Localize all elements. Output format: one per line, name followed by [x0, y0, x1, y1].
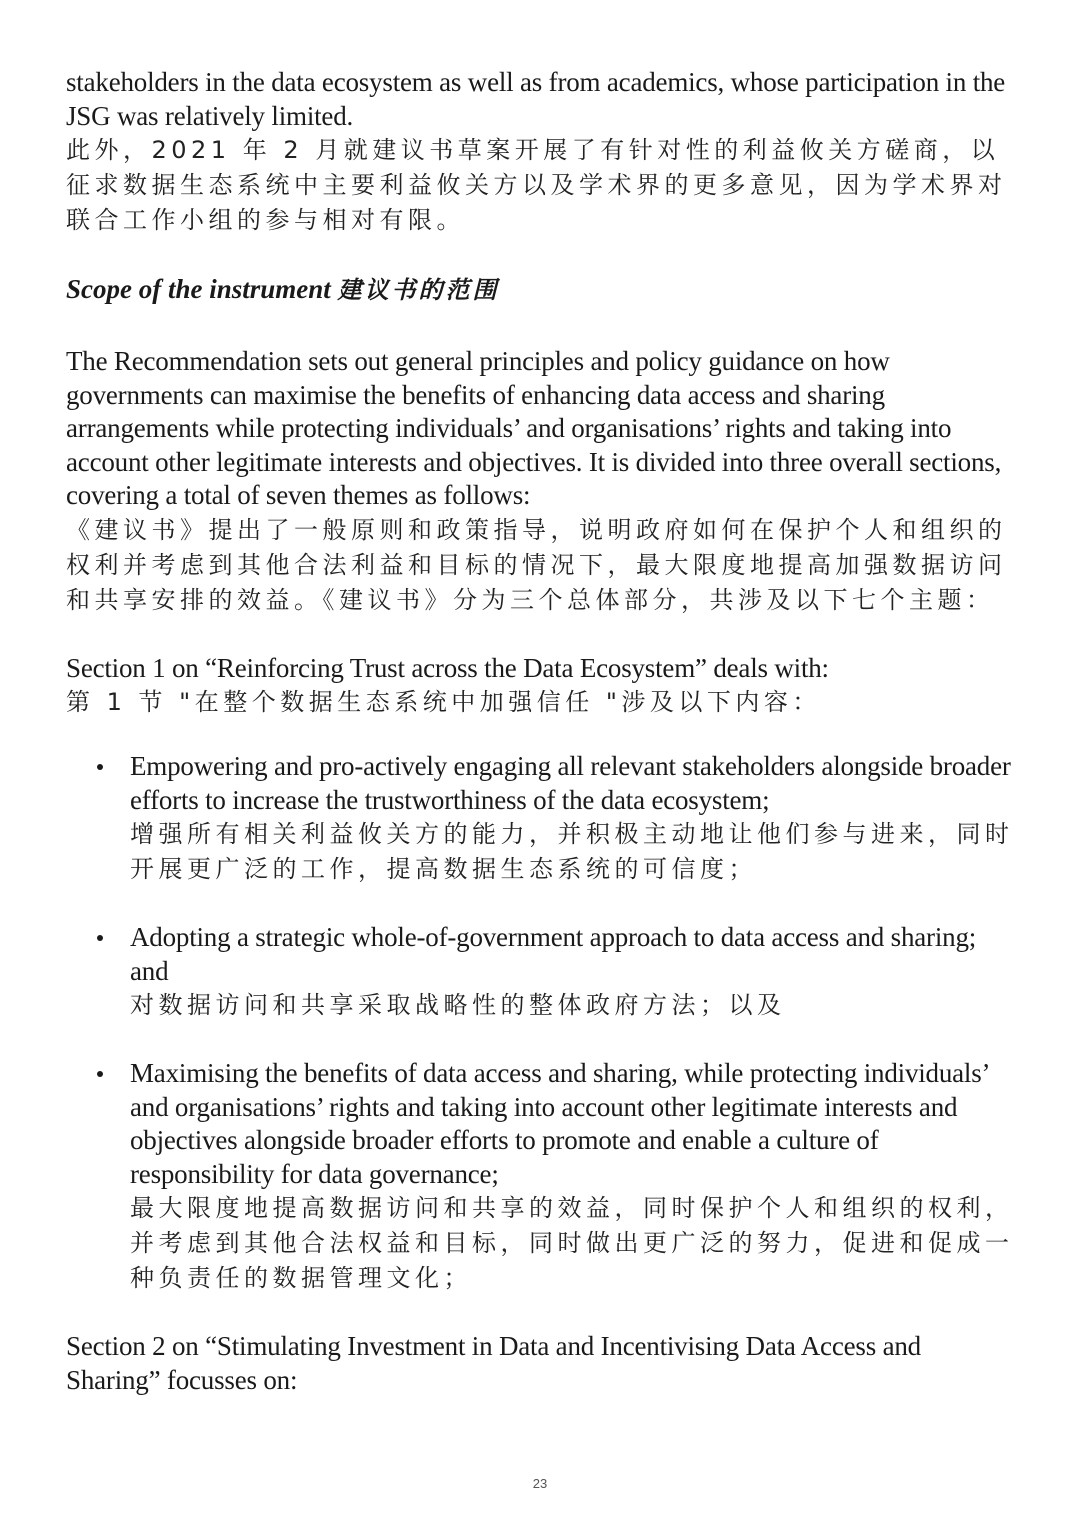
heading-zh: 建议书的范围	[337, 276, 500, 304]
document-page	[66, 66, 1016, 1397]
section1-en: Section 1 on “Reinforcing Trust across the Data Ecosystem” deals with:	[66, 652, 829, 683]
bullet-icon	[97, 1071, 103, 1077]
bullet-zh: 对数据访问和共享采取战略性的整体政府方法；以及	[130, 991, 786, 1019]
list-item	[66, 750, 1016, 887]
intro-zh: 此外，2021 年 2 月就建议书草案开展了有针对性的利益攸关方磋商，以征求数据生态系统中主要利益攸关方以及学术界的更多意见，因为学术界对联合工作小组的参与相对有限。	[66, 136, 1007, 234]
bullet-en: Empowering and pro-actively engaging all relevant stakeholders alongside broader efforts to increase the trustworthiness of the data ecosystem;	[130, 751, 1011, 815]
scope-paragraph	[66, 345, 1016, 618]
section1-intro	[66, 652, 1016, 721]
section2-en: Section 2 on “Stimulating Investment in Data and Incentivising Data Access and Sharing” focusses on:	[66, 1331, 921, 1395]
list-item	[66, 1057, 1016, 1296]
page-number: 23	[532, 1476, 548, 1491]
intro-en: stakeholders in the data ecosystem as well as from academics, whose participation in the JSG was relatively limited.	[66, 67, 1006, 131]
heading-en: Scope of the instrument	[66, 274, 331, 304]
scope-en: The Recommendation sets out general principles and policy guidance on how governments can maximise the benefits of enhancing data access and sharing arrangements while protecting individuals’ and organisations’ rights and taking into account other legitimate interests and objectives. It is divided into three overall sections, covering a total of seven themes as follows:	[66, 346, 1002, 510]
scope-zh: 《建议书》提出了一般原则和政策指导，说明政府如何在保护个人和组织的权利并考虑到其他合法利益和目标的情况下，最大限度地提高加强数据访问和共享安排的效益。《建议书》分为三个总体部分，共涉及以下七个主题：	[66, 515, 1007, 614]
bullet-zh: 增强所有相关利益攸关方的能力，并积极主动地让他们参与进来，同时开展更广泛的工作，提高数据生态系统的可信度；	[130, 820, 1014, 883]
section-heading	[66, 272, 1016, 307]
bullet-icon	[97, 764, 103, 770]
bullet-en: Maximising the benefits of data access and sharing, while protecting individuals’ and organisations’ rights and taking into account other legitimate interests and objectives alongside broader efforts to promote and enable a culture of responsibility for data governance;	[130, 1058, 989, 1189]
bullet-list	[66, 750, 1016, 1296]
bullet-icon	[97, 935, 103, 941]
list-item	[66, 921, 1016, 1023]
bullet-en: Adopting a strategic whole-of-government approach to data access and sharing; and	[130, 922, 977, 986]
section1-zh: 第 1 节 "在整个数据生态系统中加强信任 "涉及以下内容：	[66, 688, 821, 716]
bullet-zh: 最大限度地提高数据访问和共享的效益，同时保护个人和组织的权利，并考虑到其他合法权益和目标，同时做出更广泛的努力，促进和促成一种负责任的数据管理文化；	[130, 1194, 1014, 1292]
